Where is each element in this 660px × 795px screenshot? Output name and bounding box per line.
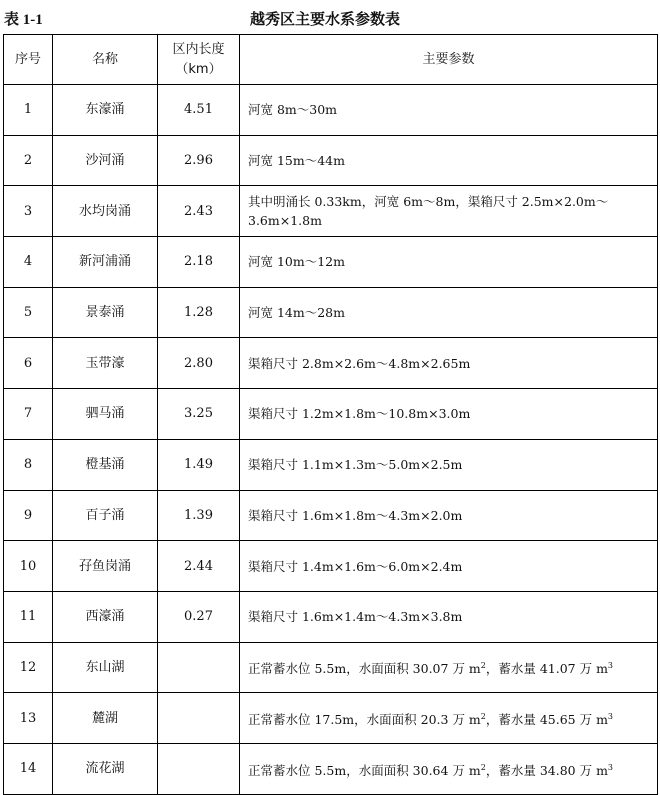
row-no: 14 xyxy=(4,743,53,794)
table-row xyxy=(4,389,658,440)
row-params: 其中明涌长 0.33km，河宽 6m～8m，渠箱尺寸 2.5m×2.0m～3.6m×1.8m xyxy=(240,186,658,237)
row-params: 渠箱尺寸 1.6m×1.4m～4.3m×3.8m xyxy=(240,591,658,642)
header-row xyxy=(4,35,658,85)
row-length xyxy=(158,693,240,744)
row-name: 孖鱼岗涌 xyxy=(53,541,158,592)
row-length: 2.43 xyxy=(158,186,240,237)
row-params: 渠箱尺寸 1.2m×1.8m～10.8m×3.0m xyxy=(240,389,658,440)
table-row xyxy=(4,591,658,642)
row-params: 河宽 15m～44m xyxy=(240,135,658,186)
row-length: 2.18 xyxy=(158,237,240,288)
superscript-3: 3 xyxy=(607,661,614,671)
superscript-2: 2 xyxy=(480,661,486,671)
header-params: 主要参数 xyxy=(240,35,658,85)
row-params xyxy=(240,743,658,794)
water-system-table xyxy=(3,34,658,795)
row-no: 12 xyxy=(4,642,53,693)
superscript-3: 3 xyxy=(607,762,614,772)
row-no: 3 xyxy=(4,186,53,237)
header-length xyxy=(158,35,240,85)
row-name: 流花湖 xyxy=(53,743,158,794)
row-params: 渠箱尺寸 1.1m×1.3m～5.0m×2.5m xyxy=(240,439,658,490)
table-title: 越秀区主要水系参数表 xyxy=(250,10,401,28)
row-params: 渠箱尺寸 1.6m×1.8m～4.3m×2.0m xyxy=(240,490,658,541)
row-length: 3.25 xyxy=(158,389,240,440)
table-row xyxy=(4,490,658,541)
row-params: 河宽 14m～28m xyxy=(240,287,658,338)
row-no: 11 xyxy=(4,591,53,642)
table-row xyxy=(4,743,658,794)
table-row xyxy=(4,85,658,136)
row-no: 8 xyxy=(4,439,53,490)
row-params: 河宽 8m～30m xyxy=(240,85,658,136)
table-row xyxy=(4,642,658,693)
row-length xyxy=(158,642,240,693)
row-name: 新河浦涌 xyxy=(53,237,158,288)
row-params: 河宽 10m～12m xyxy=(240,237,658,288)
params-part-b: ，蓄水量 34.80 万 m xyxy=(485,762,608,778)
row-no: 13 xyxy=(4,693,53,744)
row-no: 5 xyxy=(4,287,53,338)
row-name: 橙基涌 xyxy=(53,439,158,490)
superscript-2: 2 xyxy=(480,712,486,722)
table-row xyxy=(4,186,658,237)
table-number: 表 1-1 xyxy=(4,12,43,28)
row-length: 1.39 xyxy=(158,490,240,541)
table-row xyxy=(4,338,658,389)
row-length xyxy=(158,743,240,794)
row-name: 麓湖 xyxy=(53,693,158,744)
row-name: 景泰涌 xyxy=(53,287,158,338)
header-no: 序号 xyxy=(4,35,53,85)
row-name: 水均岗涌 xyxy=(53,186,158,237)
row-no: 1 xyxy=(4,85,53,136)
superscript-3: 3 xyxy=(607,712,614,722)
row-name: 百子涌 xyxy=(53,490,158,541)
row-no: 9 xyxy=(4,490,53,541)
params-part-b: ，蓄水量 41.07 万 m xyxy=(485,661,608,677)
params-part-a: 正常蓄水位 17.5m，水面面积 20.3 万 m xyxy=(248,712,481,728)
row-params: 渠箱尺寸 2.8m×2.6m～4.8m×2.65m xyxy=(240,338,658,389)
header-length-line1: 区内长度 xyxy=(172,41,225,57)
row-length: 2.44 xyxy=(158,541,240,592)
row-params: 渠箱尺寸 1.4m×1.6m～6.0m×2.4m xyxy=(240,541,658,592)
row-params xyxy=(240,693,658,744)
table-row xyxy=(4,237,658,288)
row-no: 6 xyxy=(4,338,53,389)
row-length: 1.49 xyxy=(158,439,240,490)
row-no: 2 xyxy=(4,135,53,186)
row-length: 0.27 xyxy=(158,591,240,642)
row-name: 驷马涌 xyxy=(53,389,158,440)
superscript-2: 2 xyxy=(480,762,486,772)
row-params xyxy=(240,642,658,693)
header-length-line2: （km） xyxy=(175,61,222,77)
table-row xyxy=(4,693,658,744)
row-length: 2.80 xyxy=(158,338,240,389)
table-row xyxy=(4,439,658,490)
row-name: 东山湖 xyxy=(53,642,158,693)
row-name: 玉带濠 xyxy=(53,338,158,389)
table-row xyxy=(4,287,658,338)
table-row xyxy=(4,541,658,592)
row-name: 沙河涌 xyxy=(53,135,158,186)
row-no: 4 xyxy=(4,237,53,288)
table-row xyxy=(4,135,658,186)
row-length: 4.51 xyxy=(158,85,240,136)
row-no: 7 xyxy=(4,389,53,440)
row-length: 1.28 xyxy=(158,287,240,338)
params-part-a: 正常蓄水位 5.5m，水面面积 30.64 万 m xyxy=(248,762,481,778)
row-name: 东濠涌 xyxy=(53,85,158,136)
header-name: 名称 xyxy=(53,35,158,85)
row-no: 10 xyxy=(4,541,53,592)
row-length: 2.96 xyxy=(158,135,240,186)
params-part-b: ，蓄水量 45.65 万 m xyxy=(485,712,608,728)
params-part-a: 正常蓄水位 5.5m，水面面积 30.07 万 m xyxy=(248,661,481,677)
row-name: 西濠涌 xyxy=(53,591,158,642)
